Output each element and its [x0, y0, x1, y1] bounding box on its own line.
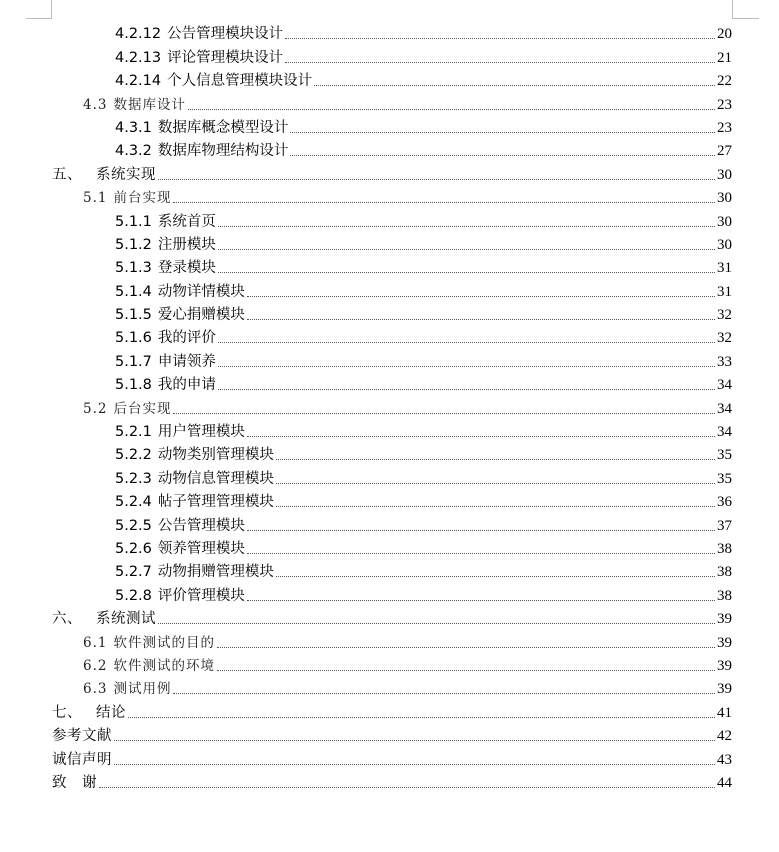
toc-entry[interactable]: [0, 347, 732, 370]
toc-entry-page-number: 32: [717, 330, 732, 347]
toc-entry-title: 数据库物理结构设计: [157, 143, 289, 160]
toc-entry-number: 4.3: [83, 96, 108, 113]
toc-entry[interactable]: [0, 488, 732, 511]
toc-entry-page-number: 44: [717, 774, 732, 791]
toc-entry-number: 5.2.4: [115, 494, 152, 511]
toc-entry-title: 软件测试的目的: [113, 634, 215, 651]
toc-entry-page-number: 35: [717, 470, 732, 487]
toc-entry-title: 公告管理模块设计: [167, 26, 284, 43]
toc-entry-title: 用户管理模块: [157, 424, 245, 441]
toc-entry-page-number: 38: [717, 587, 732, 604]
table-of-contents: [0, 20, 779, 792]
toc-entry-number: 4.2.12: [115, 26, 162, 43]
toc-entry[interactable]: [0, 137, 732, 160]
toc-entry[interactable]: [0, 43, 732, 66]
toc-entry-title: 爱心捐赠模块: [157, 307, 245, 324]
dot-leader: [276, 482, 715, 484]
dot-leader: [114, 763, 715, 765]
toc-entry[interactable]: [0, 698, 732, 721]
toc-entry[interactable]: [0, 160, 732, 183]
toc-entry-page-number: 33: [717, 353, 732, 370]
toc-entry-page-number: 37: [717, 517, 732, 534]
dot-leader: [247, 435, 715, 437]
toc-entry-label: [115, 493, 276, 511]
toc-entry-number: 4.3.2: [115, 143, 152, 160]
toc-entry-label: [115, 446, 276, 464]
dot-leader: [276, 575, 715, 577]
toc-entry[interactable]: [0, 418, 732, 441]
toc-entry-page-number: 32: [717, 307, 732, 324]
toc-entry[interactable]: [0, 769, 732, 792]
toc-entry-number: 5.1.1: [115, 213, 152, 230]
dot-leader: [247, 318, 715, 320]
toc-entry-page-number: 36: [717, 494, 732, 511]
toc-entry-title: 结论: [96, 704, 126, 721]
toc-entry-title: 数据库概念模型设计: [157, 119, 289, 136]
toc-entry[interactable]: [0, 535, 732, 558]
toc-entry-page-number: 41: [717, 704, 732, 721]
toc-entry-label: [115, 376, 218, 394]
dot-leader: [217, 669, 715, 671]
toc-entry[interactable]: [0, 628, 732, 651]
toc-entry-label: [115, 119, 290, 137]
toc-entry-label: [52, 774, 99, 792]
toc-entry-page-number: 30: [717, 236, 732, 253]
toc-entry[interactable]: [0, 394, 732, 417]
toc-entry-label: [83, 189, 173, 207]
toc-entry-title: 系统实现: [96, 166, 156, 183]
dot-leader: [173, 201, 715, 203]
toc-entry[interactable]: [0, 745, 732, 768]
toc-entry-label: [115, 517, 247, 535]
toc-entry[interactable]: [0, 277, 732, 300]
toc-entry-page-number: 42: [717, 728, 732, 745]
dot-leader: [247, 295, 715, 297]
toc-entry-title: 评价管理模块: [157, 587, 245, 604]
dot-leader: [188, 108, 715, 110]
toc-entry-label: [83, 96, 188, 114]
toc-entry-title: 评论管理模块设计: [167, 49, 284, 66]
toc-entry-number: 五、: [52, 166, 82, 183]
toc-entry-number: 5.2: [83, 400, 108, 417]
toc-entry[interactable]: [0, 441, 732, 464]
toc-entry[interactable]: [0, 581, 732, 604]
toc-entry-number: 6.1: [83, 634, 108, 651]
toc-entry[interactable]: [0, 511, 732, 534]
toc-entry-page-number: 30: [717, 213, 732, 230]
dot-leader: [218, 365, 715, 367]
dot-leader: [276, 458, 715, 460]
toc-entry-title: 公告管理模块: [157, 517, 245, 534]
toc-entry-label: [115, 259, 218, 277]
toc-entry[interactable]: [0, 722, 732, 745]
dot-leader: [218, 341, 715, 343]
dot-leader: [128, 716, 715, 718]
toc-entry-label: [83, 657, 217, 675]
toc-entry[interactable]: [0, 558, 732, 581]
toc-entry-label: [52, 727, 114, 745]
toc-entry-number: 5.2.2: [115, 447, 152, 464]
toc-entry-page-number: 34: [717, 377, 732, 394]
toc-entry-title: 动物详情模块: [157, 283, 245, 300]
toc-entry-number: 5.2.3: [115, 470, 152, 487]
toc-entry-page-number: 21: [717, 49, 732, 66]
dot-leader: [218, 248, 715, 250]
page-corner-mark-right: [732, 0, 759, 19]
dot-leader: [99, 786, 715, 788]
toc-entry-title: 系统测试: [96, 611, 156, 628]
toc-entry[interactable]: [0, 371, 732, 394]
dot-leader: [158, 622, 715, 624]
dot-leader: [247, 599, 715, 601]
page-corner-mark-left: [26, 0, 52, 19]
toc-entry-label: [52, 166, 158, 184]
toc-entry-page-number: 30: [717, 166, 732, 183]
toc-entry-number: 5.1.7: [115, 353, 152, 370]
toc-entry-label: [115, 49, 285, 67]
toc-entry-title: 帖子管理管理模块: [157, 494, 274, 511]
toc-entry-number: 5.2.7: [115, 564, 152, 581]
dot-leader: [247, 529, 715, 531]
toc-entry[interactable]: [0, 464, 732, 487]
dot-leader: [173, 692, 715, 694]
toc-entry-label: [115, 423, 247, 441]
dot-leader: [158, 178, 715, 180]
dot-leader: [285, 37, 715, 39]
toc-entry[interactable]: [0, 231, 732, 254]
toc-entry[interactable]: [0, 67, 732, 90]
toc-entry-title: 注册模块: [157, 236, 216, 253]
dot-leader: [276, 505, 715, 507]
toc-entry[interactable]: [0, 675, 732, 698]
toc-entry-title: 个人信息管理模块设计: [167, 73, 313, 90]
toc-entry-page-number: 39: [717, 657, 732, 674]
toc-entry-page-number: 31: [717, 260, 732, 277]
toc-entry-page-number: 20: [717, 26, 732, 43]
toc-entry[interactable]: [0, 114, 732, 137]
toc-entry-label: [83, 680, 173, 698]
toc-entry-title: 申请领养: [157, 353, 216, 370]
toc-entry-title: 登录模块: [157, 260, 216, 277]
toc-entry-number: 4.2.14: [115, 73, 162, 90]
dot-leader: [218, 271, 715, 273]
toc-entry-label: [115, 142, 290, 160]
toc-entry-label: [115, 587, 247, 605]
toc-entry-title: 致 谢: [52, 774, 97, 791]
dot-leader: [247, 552, 715, 554]
toc-entry-label: [115, 329, 218, 347]
toc-entry-page-number: 34: [717, 400, 732, 417]
toc-entry[interactable]: [0, 90, 732, 113]
toc-entry-label: [115, 213, 218, 231]
toc-entry-title: 软件测试的环境: [113, 657, 215, 674]
toc-entry[interactable]: [0, 20, 732, 43]
toc-entry-title: 动物类别管理模块: [157, 447, 274, 464]
toc-entry-number: 5.2.8: [115, 587, 152, 604]
toc-entry[interactable]: [0, 652, 732, 675]
toc-entry-title: 测试用例: [113, 681, 172, 698]
toc-entry-label: [115, 563, 276, 581]
toc-entry-title: 后台实现: [113, 400, 172, 417]
toc-entry-label: [83, 400, 173, 418]
toc-entry-page-number: 39: [717, 611, 732, 628]
toc-entry-label: [52, 610, 158, 628]
toc-entry-page-number: 43: [717, 751, 732, 768]
toc-entry-number: 5.1.2: [115, 236, 152, 253]
toc-entry-page-number: 38: [717, 564, 732, 581]
toc-entry-page-number: 38: [717, 540, 732, 557]
toc-entry-number: 5.2.5: [115, 517, 152, 534]
toc-entry-label: [115, 353, 218, 371]
toc-entry-page-number: 39: [717, 681, 732, 698]
toc-entry-title: 领养管理模块: [157, 540, 245, 557]
toc-entry-page-number: 35: [717, 447, 732, 464]
toc-entry-page-number: 34: [717, 424, 732, 441]
toc-entry-page-number: 31: [717, 283, 732, 300]
toc-entry-page-number: 39: [717, 634, 732, 651]
toc-entry-number: 5.1.8: [115, 377, 152, 394]
dot-leader: [314, 84, 715, 86]
dot-leader: [290, 154, 715, 156]
toc-entry[interactable]: [0, 301, 732, 324]
toc-entry-label: [83, 634, 217, 652]
dot-leader: [218, 225, 715, 227]
dot-leader: [285, 61, 715, 63]
toc-entry-number: 5.1.5: [115, 307, 152, 324]
toc-entry-number: 4.2.13: [115, 49, 162, 66]
toc-entry[interactable]: [0, 324, 732, 347]
toc-entry-title: 我的评价: [157, 330, 216, 347]
dot-leader: [290, 131, 715, 133]
toc-entry-number: 5.1.3: [115, 260, 152, 277]
toc-entry-number: 4.3.1: [115, 119, 152, 136]
dot-leader: [114, 739, 715, 741]
toc-entry-label: [52, 751, 114, 769]
toc-entry-label: [115, 540, 247, 558]
toc-entry-label: [115, 283, 247, 301]
toc-entry-number: 6.2: [83, 657, 108, 674]
toc-entry-title: 我的申请: [157, 377, 216, 394]
toc-entry-title: 诚信声明: [52, 751, 112, 768]
dot-leader: [218, 388, 715, 390]
toc-entry-title: 前台实现: [113, 190, 172, 207]
toc-entry-number: 5.1.4: [115, 283, 152, 300]
toc-entry-title: 数据库设计: [113, 96, 186, 113]
toc-entry-title: 参考文献: [52, 728, 112, 745]
toc-entry[interactable]: [0, 605, 732, 628]
dot-leader: [173, 412, 715, 414]
toc-entry-title: 系统首页: [157, 213, 216, 230]
toc-entry-page-number: 30: [717, 190, 732, 207]
toc-entry-number: 5.1.6: [115, 330, 152, 347]
toc-entry-label: [52, 704, 128, 722]
toc-entry-number: 6.3: [83, 681, 108, 698]
toc-entry-label: [115, 72, 314, 90]
toc-entry-number: 5.1: [83, 190, 108, 207]
toc-entry-page-number: 23: [717, 96, 732, 113]
toc-entry-page-number: 23: [717, 119, 732, 136]
toc-entry-label: [115, 470, 276, 488]
toc-entry[interactable]: [0, 184, 732, 207]
toc-entry[interactable]: [0, 207, 732, 230]
toc-entry-page-number: 22: [717, 73, 732, 90]
toc-entry-label: [115, 236, 218, 254]
toc-entry-title: 动物捐赠管理模块: [157, 564, 274, 581]
toc-entry-page-number: 27: [717, 143, 732, 160]
toc-entry-label: [115, 306, 247, 324]
toc-entry-number: 七、: [52, 704, 82, 721]
dot-leader: [217, 646, 715, 648]
toc-entry-title: 动物信息管理模块: [157, 470, 274, 487]
toc-entry-number: 5.2.6: [115, 540, 152, 557]
toc-entry[interactable]: [0, 254, 732, 277]
toc-entry-label: [115, 25, 285, 43]
toc-entry-number: 六、: [52, 611, 82, 628]
toc-entry-number: 5.2.1: [115, 424, 152, 441]
